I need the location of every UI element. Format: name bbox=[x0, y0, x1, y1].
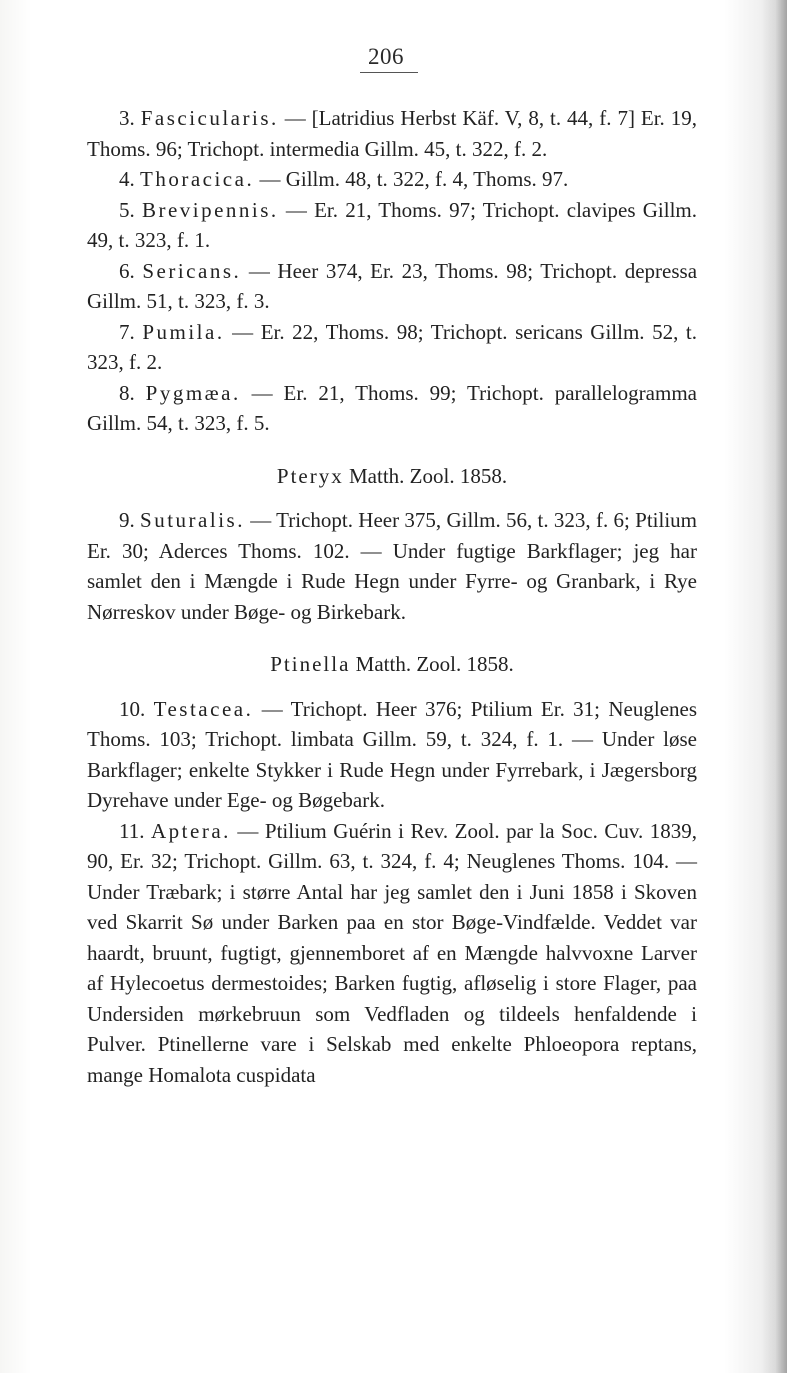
genus-authority: Matth. Zool. 1858. bbox=[355, 652, 514, 676]
entry-number: 4. bbox=[119, 167, 135, 191]
species-name: Fascicularis. bbox=[140, 106, 279, 130]
genus-name: Ptinella bbox=[270, 652, 351, 676]
entry-text: — [Latridius Herbst Käf. V, 8, t. 44, f. 7] Er. 19, Thoms. 96; Trichopt. intermedia Gillm. 45, t. 322, f. 2. bbox=[87, 106, 698, 161]
page-number: 206 bbox=[368, 44, 404, 69]
genus-authority: Matth. Zool. 1858. bbox=[349, 463, 508, 488]
species-name: Pygmæa. bbox=[145, 380, 241, 405]
entry-text: — Er. 21, Thoms. 99; Trichopt. parallelogramma Gillm. 54, t. 323, f. 5. bbox=[87, 380, 697, 435]
entry-6 bbox=[87, 256, 697, 317]
entry-text: — Heer 374, Er. 23, Thoms. 98; Trichopt. depressa Gillm. 51, t. 323, f. 3. bbox=[87, 258, 698, 313]
entry-number: 10. bbox=[119, 696, 146, 721]
entry-5 bbox=[87, 195, 697, 256]
species-name: Brevipennis. bbox=[141, 197, 279, 222]
entry-text: — Trichopt. Heer 376; Ptilium Er. 31; Neuglenes Thoms. 103; Trichopt. limbata Gillm. 59, t. 324, f. 1. — Under løse Barkflager; enkelte Stykker i Rude Hegn under Fyrrebark, i Jægersborg Dyrehave under Ege- og Bøgebark. bbox=[87, 696, 698, 812]
species-name: Aptera. bbox=[151, 818, 231, 843]
entry-text: — Er. 22, Thoms. 98; Trichopt. sericans Gillm. 52, t. 323, f. 2. bbox=[87, 319, 698, 374]
species-name: Thoracica. bbox=[140, 167, 255, 191]
entry-number: 6. bbox=[119, 258, 135, 283]
genus-name: Pteryx bbox=[276, 463, 344, 488]
entry-4 bbox=[87, 164, 697, 195]
entry-8 bbox=[87, 378, 697, 439]
species-name: Sericans. bbox=[142, 258, 242, 283]
entry-number: 9. bbox=[119, 508, 135, 532]
entry-number: 8. bbox=[119, 380, 135, 405]
body-text bbox=[87, 103, 697, 1090]
entry-text: — Gillm. 48, t. 322, f. 4, Thoms. 97. bbox=[259, 167, 569, 191]
entry-7 bbox=[87, 317, 697, 378]
genus-heading-pteryx bbox=[87, 461, 697, 492]
page-number-underline bbox=[360, 72, 418, 73]
entry-number: 3. bbox=[119, 106, 135, 130]
entry-3 bbox=[87, 103, 697, 164]
entry-text: — Er. 21, Thoms. 97; Trichopt. clavipes Gillm. 49, t. 323, f. 1. bbox=[87, 197, 698, 252]
species-name: Suturalis. bbox=[140, 508, 245, 532]
genus-heading-ptinella bbox=[87, 649, 697, 680]
entry-11 bbox=[87, 816, 697, 1091]
entry-number: 5. bbox=[119, 197, 135, 222]
species-name: Testacea. bbox=[153, 696, 254, 721]
species-name: Pumila. bbox=[142, 319, 225, 344]
entry-10 bbox=[87, 694, 697, 816]
entry-text: — Trichopt. Heer 375, Gillm. 56, t. 323, f. 6; Ptilium Er. 30; Aderces Thoms. 102. — Under fugtige Barkflager; jeg har samlet den i Mængde i Rude Hegn under Fyrre- og Granbark, i Rye Nørreskov under Bøge- og Birkebark. bbox=[87, 508, 697, 624]
entry-number: 7. bbox=[119, 319, 135, 344]
entry-9 bbox=[87, 505, 697, 627]
entry-text: — Ptilium Guérin i Rev. Zool. par la Soc. Cuv. 1839, 90, Er. 32; Trichopt. Gillm. 63, t. 324, f. 4; Neuglenes Thoms. 104. — Under Træbark; i større Antal har jeg samlet den i Juni 1858 i Skoven ved Skarrit Sø under Barken paa en stor Bøge-Vindfælde. Veddet var haardt, bruunt, fugtigt, gjennemboret af en Mængde halvvoxne Larver af Hylecoetus dermestoides; Barken fugtig, afløselig i store Flager, paa Undersiden mørkebruun som Vedfladen og tildeels henfaldende i Pulver. Ptinellerne vare i Selskab med enkelte Phloeopora reptans, mange Homalota cuspidata bbox=[87, 818, 697, 1087]
entry-number: 11. bbox=[119, 818, 145, 843]
page-edge-shadow bbox=[761, 0, 787, 1373]
